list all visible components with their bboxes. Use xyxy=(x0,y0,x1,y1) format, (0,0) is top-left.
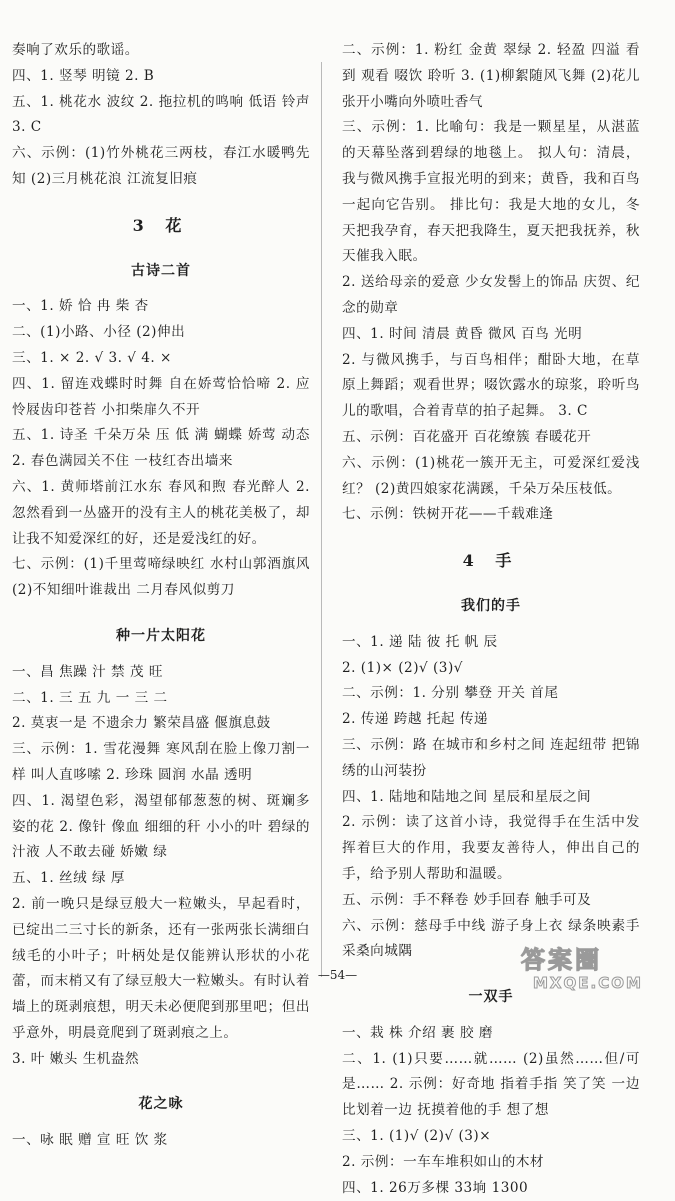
answer-line: 二、1. (1)只要……就…… (2)虽然……但/可是…… 2. 示例：好奇地 指着手指 笑了笑 一边比划着一边 抚摸着他的手 想了想 xyxy=(342,1050,640,1119)
section-title: 我们的手 xyxy=(461,597,521,614)
answer-line: 二、示例：1. 粉红 金黄 翠绿 2. 轻盈 四溢 看到 观看 啜饮 聆听 3. (1)柳絮随风飞舞 (2)花儿张开小嘴向外喷吐香气 xyxy=(342,42,640,110)
answer-line: 二、示例：1. 分别 攀登 开关 首尾 xyxy=(342,685,559,702)
answer-line: 五、1. 丝绒 绿 厚 xyxy=(12,870,125,887)
answer-line: 七、示例：(1)千里莺啼绿映红 水村山郭酒旗风 (2)不知细叶谁裁出 二月春风似剪刀 xyxy=(12,556,310,599)
answer-line: 一、昌 焦躁 汁 禁 茂 旺 xyxy=(12,663,163,680)
answer-line: 六、1. 黄师塔前江水东 春风和煦 春光醉人 2. 忽然看到一丛盛开的没有主人的桃花美极了，却让我不知爱深红的好，还是爱浅红的好。 xyxy=(12,478,310,547)
answer-line: 奏响了欢乐的歌谣。 xyxy=(12,42,139,58)
answer-line: 四、1. 陆地和陆地之间 星辰和星辰之间 xyxy=(342,788,592,805)
answer-line: 2. 传递 跨越 托起 传递 xyxy=(342,711,489,728)
answer-line: 五、1. 桃花水 波纹 2. 拖拉机的鸣响 低语 铃声 3. C xyxy=(12,93,310,136)
answer-line: 四、1. 留连戏蝶时时舞 自在娇莺恰恰啼 2. 应怜屐齿印苍苔 小扣柴扉久不开 xyxy=(12,375,310,418)
answer-line: 五、示例：百花盛开 百花缭簇 春暖花开 xyxy=(342,428,592,445)
answer-line: 七、示例：铁树开花——千载难逢 xyxy=(342,506,554,523)
answer-line: 一、栽 株 介绍 裹 胶 磨 xyxy=(342,1024,493,1041)
answer-line: 三、示例：1. 比喻句：我是一颗星星，从湛蓝的天幕坠落到碧绿的地毯上。 拟人句：清晨，我与微风携手宣报光明的到来；黄昏，我和百鸟一起向它告别。 排比句：我是大地的女儿，冬天把我孕育，春天把我降生，夏天把我抚养，秋天催我入眠。 xyxy=(342,119,640,265)
section-title: 古诗二首 xyxy=(131,262,191,279)
watermark-logo xyxy=(515,940,665,992)
answer-line: 五、示例：手不释卷 妙手回春 触手可及 xyxy=(342,891,592,908)
right-column xyxy=(342,38,640,1201)
answer-line: 六、示例：(1)桃花一簇开无主，可爱深红爱浅红？ (2)黄四娘家花满蹊，千朵万朵压枝低。 xyxy=(342,454,640,497)
answer-line: 六、示例：慈母手中线 游子身上衣 绿条映素手 采桑向城隅 xyxy=(342,917,640,960)
section-title: 一双手 xyxy=(468,989,514,1006)
answer-line: 五、1. 诗圣 千朵万朵 压 低 满 蝴蝶 娇莺 动态 2. 春色满园关不住 一枝红杏出墙来 xyxy=(12,427,310,470)
section-title: 花之咏 xyxy=(138,1096,184,1113)
answer-line: 2. 与微风携手，与百鸟相伴；酣卧大地，在草原上舞蹈；观看世界；啜饮露水的琼浆，聆听鸟儿的歌唱，合着青草的拍子起舞。 3. C xyxy=(342,351,640,420)
answer-line: 三、1. × 2. √ 3. √ 4. × xyxy=(12,349,172,366)
answer-line: 2. 莫衷一是 不遗余力 繁荣昌盛 偃旗息鼓 xyxy=(12,715,271,732)
answer-line: 四、1. 时间 清晨 黄昏 微风 百鸟 光明 xyxy=(342,325,583,342)
column-divider xyxy=(321,62,322,977)
left-column xyxy=(12,38,310,1154)
answer-line: 一、1. 递 陆 彼 托 帆 辰 xyxy=(342,633,498,650)
answer-line: 一、咏 眠 赠 宣 旺 饮 浆 xyxy=(12,1132,168,1149)
chapter-title: 3 花 xyxy=(132,215,190,235)
answer-line: 2. 前一晚只是绿豆般大一粒嫩头，早起看时，已绽出二三寸长的新条，还有一张两张长满细白绒毛的小叶子；叶柄处是仅能辨认形状的小花蕾，而末梢又有了绿豆般大一粒嫩头。有时认着墙上的斑剥痕想，明天未必便爬到那里吧；但出乎意外，明晨竟爬到了斑剥痕之上。 xyxy=(12,895,310,1041)
answer-line: 四、1. 竖琴 明镜 2. B xyxy=(12,67,155,84)
answer-line: 三、1. (1)√ (2)√ (3)× xyxy=(342,1128,492,1145)
answer-line: 一、1. 娇 恰 冉 柴 杏 xyxy=(12,298,149,315)
answer-line: 三、示例：路 在城市和乡村之间 连起纽带 把锦绣的山河装扮 xyxy=(342,736,640,779)
answer-line: 四、1. 26万多棵 33垧 1300 xyxy=(342,1179,529,1196)
answer-line: 2. 示例：一车车堆积如山的木材 xyxy=(342,1153,545,1170)
answer-line: 四、1. 渴望色彩，渴望郁郁葱葱的树、斑斓多姿的花 2. 像针 像血 细细的秆 小小的叶 碧绿的汁液 人不敢去碰 娇嫩 绿 xyxy=(12,792,310,861)
answer-line: 2. (1)× (2)√ (3)√ xyxy=(342,659,463,676)
page-number: —54— xyxy=(317,968,358,982)
answer-line: 三、示例：1. 雪花漫舞 寒风刮在脸上像刀割一样 叫人直哆嗦 2. 珍珠 圆润 水晶 透明 xyxy=(12,741,310,783)
watermark-top-text: 答案圈 xyxy=(521,946,602,974)
answer-line: 六、示例：(1)竹外桃花三两枝，春江水暖鸭先知 (2)三月桃花浪 江流复旧痕 xyxy=(12,145,310,187)
answer-line: 2. 送给母亲的爱意 少女发髻上的饰品 庆贺、纪念的勋章 xyxy=(342,274,640,316)
section-title: 种一片太阳花 xyxy=(116,627,206,644)
watermark-bottom-text: MXQE.COM xyxy=(533,974,643,992)
answer-line: 二、1. 三 五 九 一 三 二 xyxy=(12,689,168,706)
chapter-title: 4 手 xyxy=(462,551,520,571)
answer-line: 2. 示例：读了这首小诗，我觉得手在生活中发挥着巨大的作用，我要友善待人，伸出自己的手，给予别人帮助和温暖。 xyxy=(342,814,640,882)
answer-line: 二、(1)小路、小径 (2)伸出 xyxy=(12,324,186,341)
answer-line: 3. 叶 嫩头 生机盎然 xyxy=(12,1050,140,1067)
